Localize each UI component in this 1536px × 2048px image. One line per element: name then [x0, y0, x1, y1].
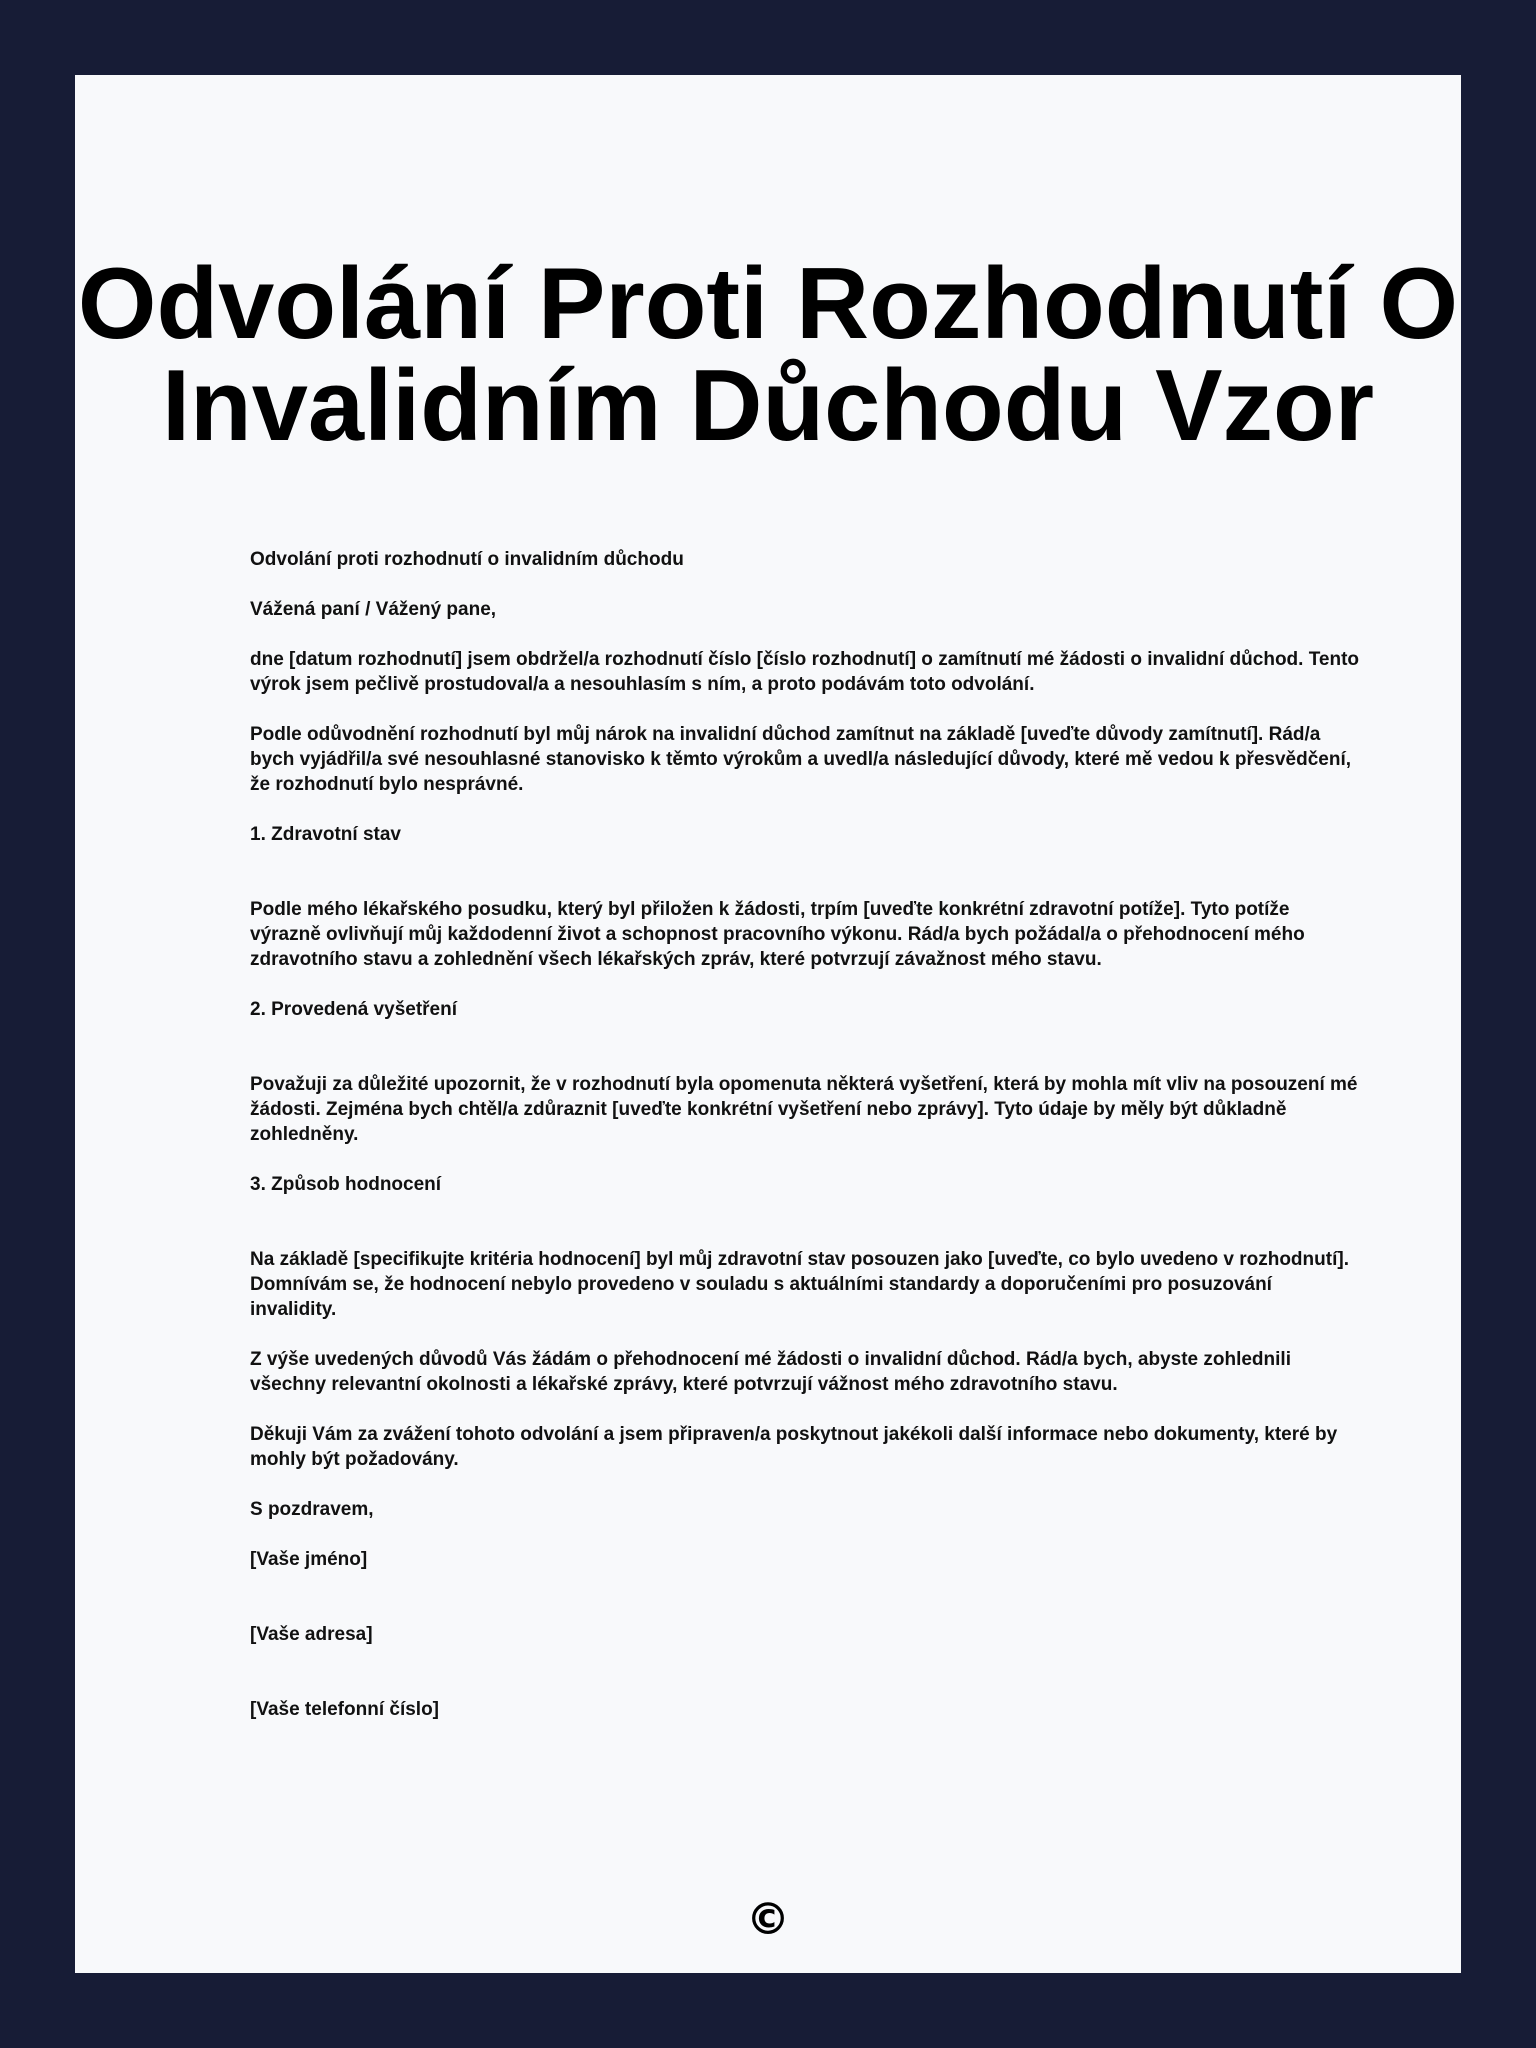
paragraph-reasons: Podle odůvodnění rozhodnutí byl můj nárok na invalidní důchod zamítnut na základě [uveďte důvody zamítnutí]. Rád/a bych vyjádřil/a své nesouhlasné stanovisko k těmto výrokům a uvedl/a následující důvody, které mě vedou k přesvědčení, že rozhodnutí bylo nesprávné.	[250, 724, 1352, 795]
page-title: Odvolání Proti Rozhodnutí O Invalidním Důchodu Vzor	[77, 248, 1459, 462]
document-page	[75, 75, 1461, 1973]
signature-address: [Vaše adresa]	[250, 1624, 373, 1645]
section-2-heading: 2. Provedená vyšetření	[250, 999, 457, 1020]
letter-body	[250, 547, 1360, 1747]
signature-phone: [Vaše telefonní číslo]	[250, 1699, 439, 1720]
copyright-icon: ©	[746, 1894, 790, 1945]
paragraph-request: Z výše uvedených důvodů Vás žádám o přehodnocení mé žádosti o invalidní důchod. Rád/a bych, abyste zohlednili všechny relevantní okolnosti a lékařské zprávy, které potvrzují vážnost mého zdravotního stavu.	[250, 1349, 1291, 1395]
paragraph-thanks: Děkuji Vám za zvážení tohoto odvolání a jsem připraven/a poskytnout jakékoli další informace nebo dokumenty, které by mohly být požadovány.	[250, 1424, 1338, 1470]
section-3-text: Na základě [specifikujte kritéria hodnocení] byl můj zdravotní stav posouzen jako [uveďte, co bylo uvedeno v rozhodnutí]. Domnívám se, že hodnocení nebylo provedeno v souladu s aktuálními standardy a doporučeními pro posuzování invalidity.	[250, 1249, 1349, 1320]
signature-name: [Vaše jméno]	[250, 1549, 368, 1570]
letter-subject: Odvolání proti rozhodnutí o invalidním důchodu	[250, 549, 684, 570]
letter-closing: S pozdravem,	[250, 1499, 374, 1520]
section-1-heading: 1. Zdravotní stav	[250, 824, 401, 845]
section-1-text: Podle mého lékařského posudku, který byl přiložen k žádosti, trpím [uveďte konkrétní zdravotní potíže]. Tyto potíže výrazně ovlivňují můj každodenní život a schopnost pracovního výkonu. Rád/a bych požádal/a o přehodnocení mého zdravotního stavu a zohlednění všech lékařských zpráv, které potvrzují závažnost mého stavu.	[250, 899, 1305, 970]
section-2-text: Považuji za důležité upozornit, že v rozhodnutí byla opomenuta některá vyšetření, která by mohla mít vliv na posouzení mé žádosti. Zejména bych chtěl/a zdůraznit [uveďte konkrétní vyšetření nebo zprávy]. Tyto údaje by měly být důkladně zohledněny.	[250, 1074, 1358, 1145]
letter-salutation: Vážená paní / Vážený pane,	[250, 599, 497, 620]
section-3-heading: 3. Způsob hodnocení	[250, 1174, 442, 1195]
paragraph-intro: dne [datum rozhodnutí] jsem obdržel/a rozhodnutí číslo [číslo rozhodnutí] o zamítnutí mé žádosti o invalidní důchod. Tento výrok jsem pečlivě prostudoval/a a nesouhlasím s ním, a proto podávám toto odvolání.	[250, 649, 1360, 695]
